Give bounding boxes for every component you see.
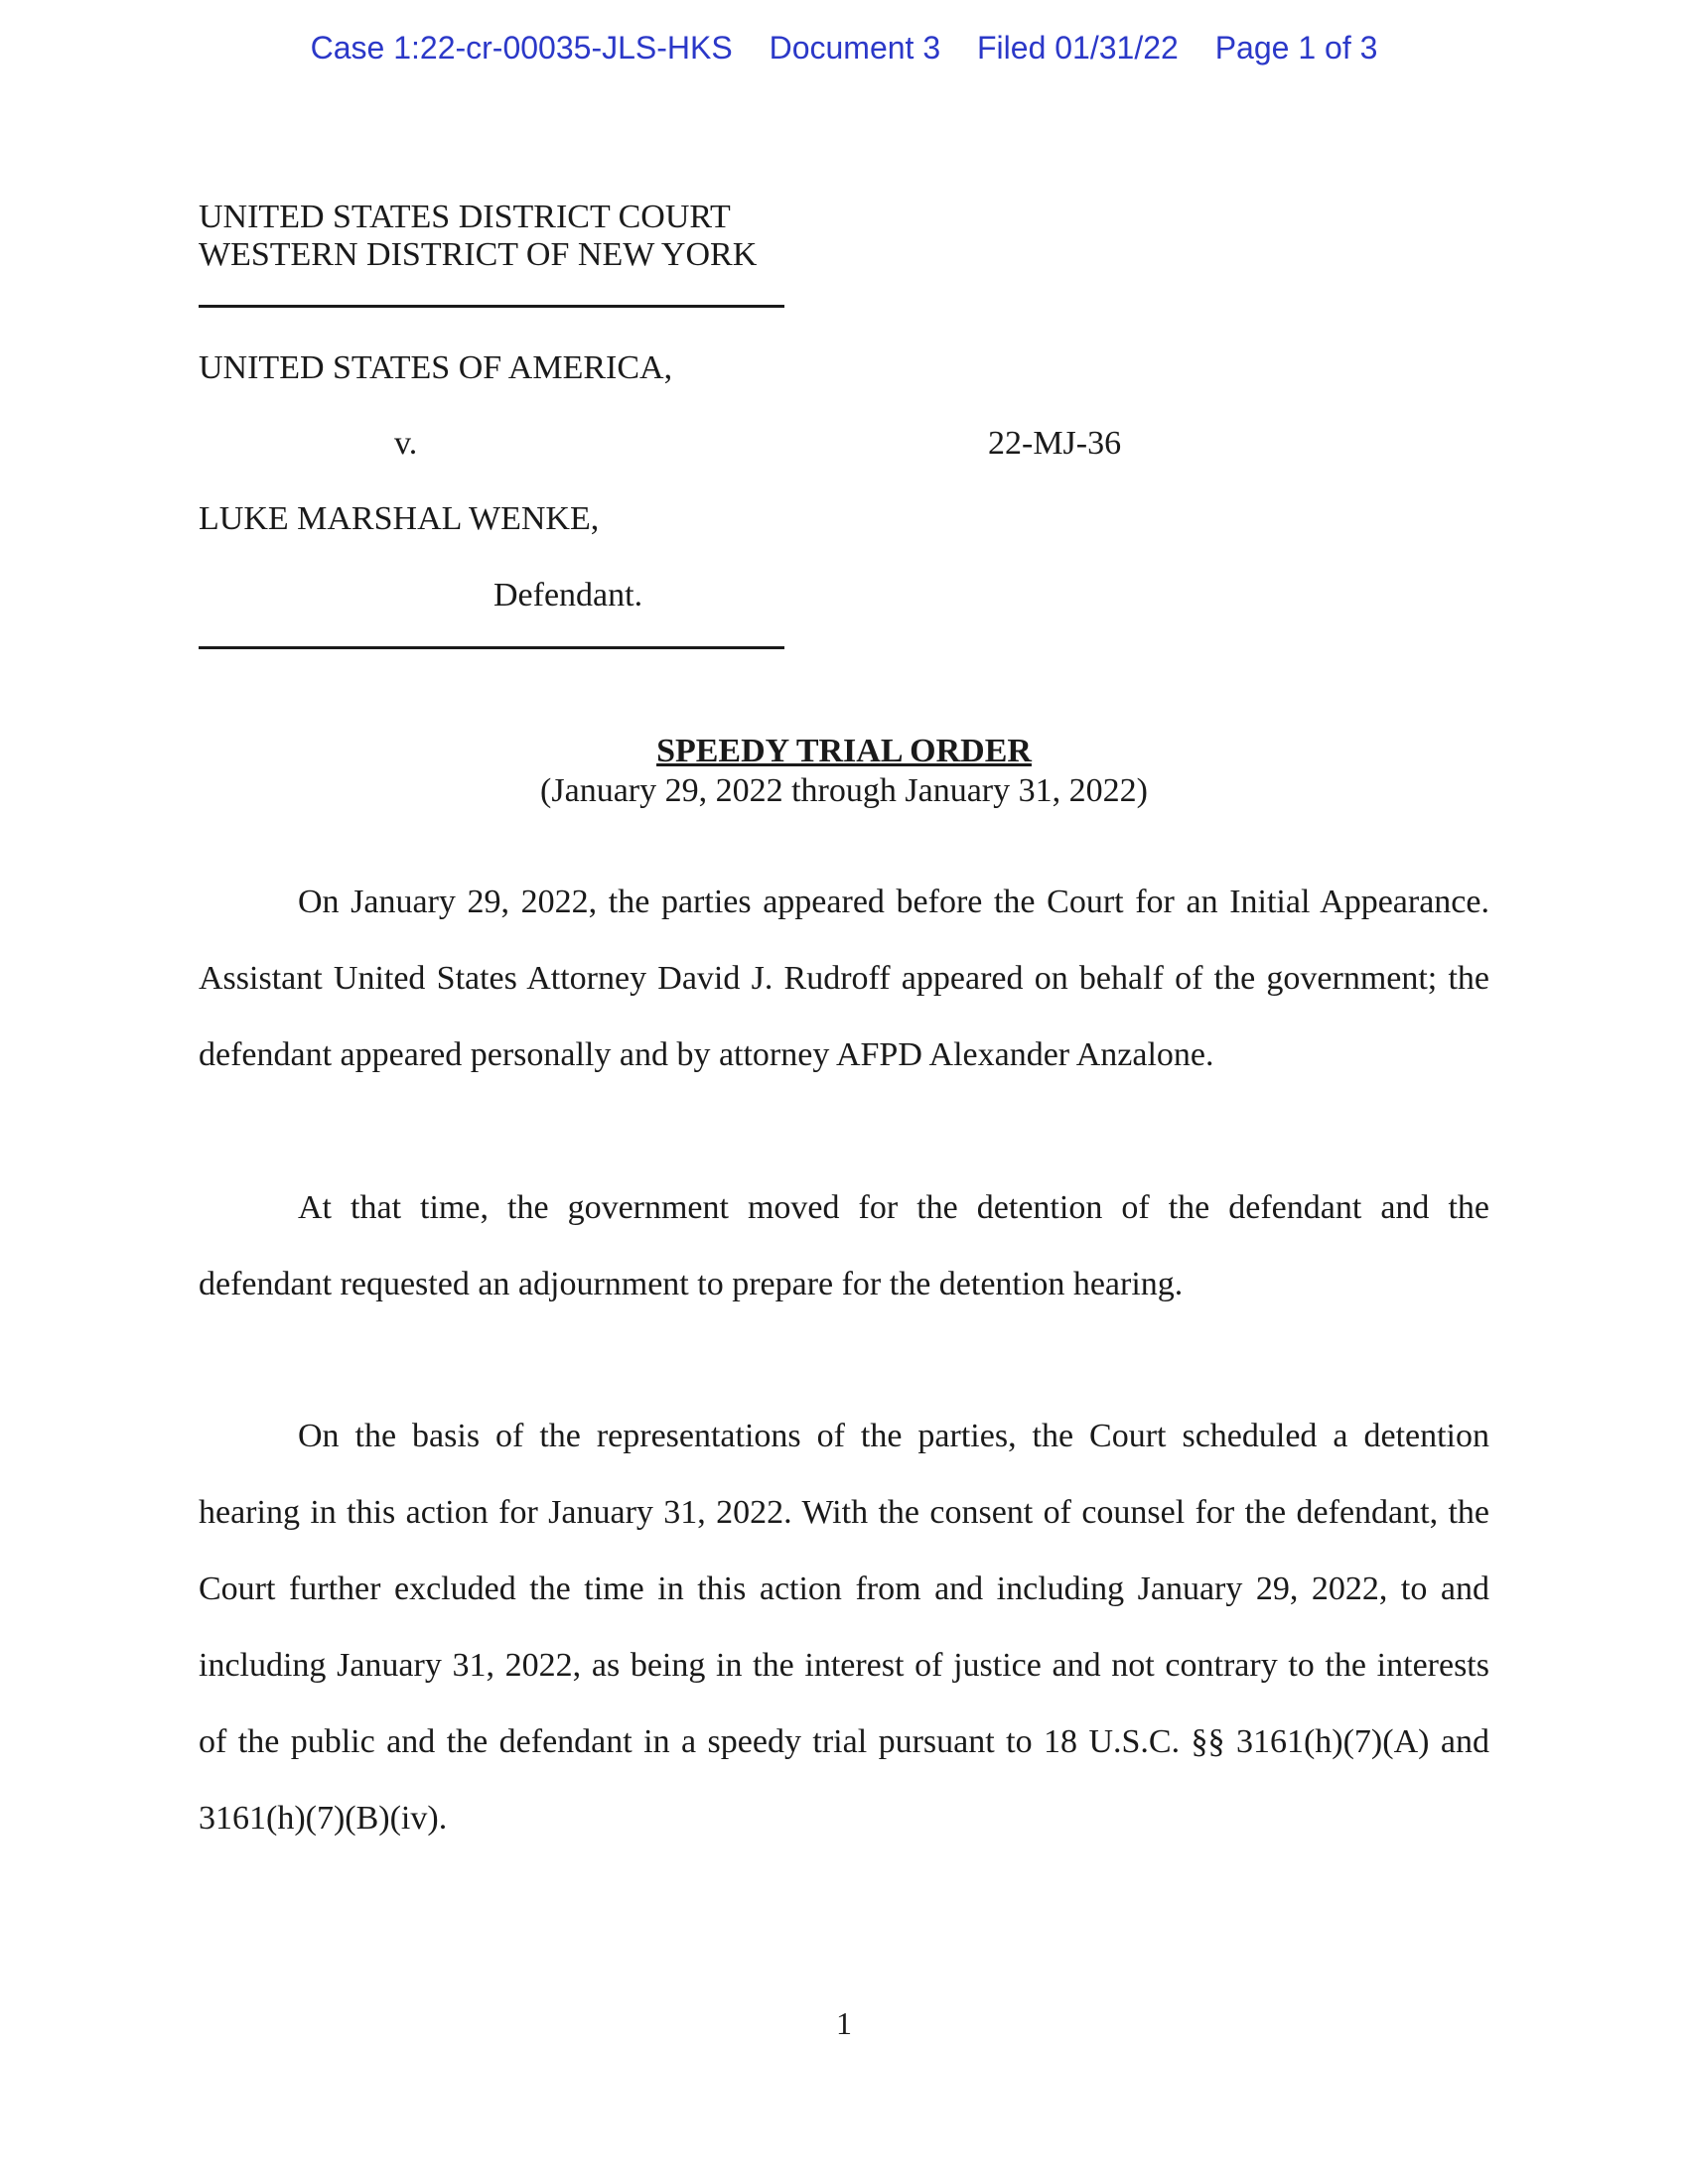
- header-document-number: Document 3: [769, 30, 941, 66]
- paragraph-time-exclusion: On the basis of the representations of the parties, the Court scheduled a detention hearing in this action for January 31, 2022. With the consent of counsel for the defendant, the Court further excluded the time in this action from and including January 29, 2022, to and including January 31, 2022, as being in the interest of justice and not contrary to the interests of the public and the defendant in a speedy trial pursuant to 18 U.S.C. §§ 3161(h)(7)(A) and 3161(h)(7)(B)(iv).: [199, 1418, 1489, 1837]
- paragraph-initial-appearance: On January 29, 2022, the parties appeared before the Court for an Initial Appearance. Assistant United States Attorney David J. Rudroff appeared on behalf of the government; the defendant appeared personally and by attorney AFPD Alexander Anzalone.: [199, 884, 1489, 1073]
- defendant-name: LUKE MARSHAL WENKE,: [199, 500, 600, 537]
- defendant-role: Defendant.: [493, 577, 643, 614]
- header-case-number: Case 1:22-cr-00035-JLS-HKS: [310, 30, 733, 66]
- court-name: [199, 199, 757, 274]
- versus-label: v.: [394, 425, 418, 462]
- ecf-header: [0, 30, 1688, 67]
- caption-bottom-rule: [199, 646, 784, 649]
- case-number: 22-MJ-36: [988, 425, 1122, 462]
- order-heading: [0, 733, 1688, 810]
- header-page-count: Page 1 of 3: [1214, 30, 1378, 66]
- court-name-line-1: UNITED STATES DISTRICT COURT: [199, 199, 731, 235]
- order-date-range: (January 29, 2022 through January 31, 2022): [540, 772, 1148, 809]
- court-name-line-2: WESTERN DISTRICT OF NEW YORK: [199, 236, 758, 273]
- order-title: SPEEDY TRIAL ORDER: [656, 733, 1032, 769]
- plaintiff-name: UNITED STATES OF AMERICA,: [199, 349, 673, 386]
- caption-top-rule: [199, 305, 784, 308]
- paragraph-detention-motion: At that time, the government moved for the detention of the defendant and the defendant requested an adjournment to prepare for the detention hearing.: [199, 1189, 1489, 1302]
- header-filed-date: Filed 01/31/22: [977, 30, 1179, 66]
- page-number: 1: [836, 2005, 852, 2041]
